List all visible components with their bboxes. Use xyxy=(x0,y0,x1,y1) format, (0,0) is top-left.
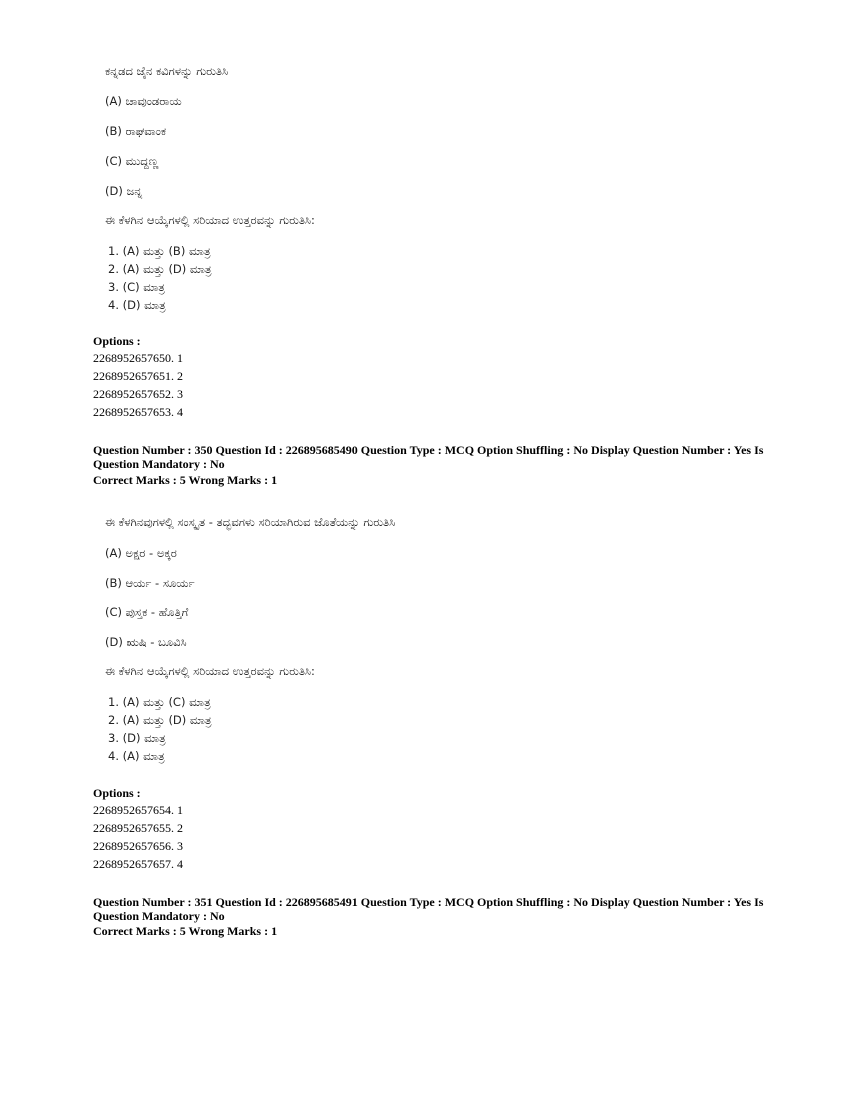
q349-item-d: (D) ಜನ್ನ xyxy=(105,184,143,198)
q350-option-1: 2268952657654. 1 xyxy=(93,803,183,817)
q349-item-a: (A) ಚಾವುಂಡರಾಯ xyxy=(105,94,182,108)
q350-item-a: (A) ಅಕ್ಷರ - ಅಕ್ಕರ xyxy=(105,546,177,560)
q349-question: ಕನ್ನಡದ ಜೈನ ಕವಿಗಳನ್ನು ಗುರುತಿಸಿ xyxy=(105,64,229,78)
q349-item-b: (B) ರಾಘವಾಂಕ xyxy=(105,124,167,138)
q349-option-2: 2268952657651. 2 xyxy=(93,369,183,383)
q350-item-c: (C) ಪುಸ್ತಕ - ಹೊತ್ತಿಗೆ xyxy=(105,605,189,619)
q349-instruction: ಈ ಕೆಳಗಿನ ಆಯ್ಕೆಗಳಲ್ಲಿ ಸರಿಯಾದ ಉತ್ತರವನ್ನು ಗುರುತಿಸಿ: xyxy=(105,213,315,227)
q350-marks: Correct Marks : 5 Wrong Marks : 1 xyxy=(93,473,278,487)
q350-header: Question Number : 350 Question Id : 226895685490 Question Type : MCQ Option Shuffling : No Display Question Number : Yes Is Question Mandatory : No xyxy=(93,443,764,471)
q350-choice-1: 1. (A) ಮತ್ತು (C) ಮಾತ್ರ xyxy=(108,695,211,709)
q350-options-label: Options : xyxy=(93,786,141,800)
q351-marks: Correct Marks : 5 Wrong Marks : 1 xyxy=(93,924,278,938)
q351-header: Question Number : 351 Question Id : 226895685491 Question Type : MCQ Option Shuffling : No Display Question Number : Yes Is Question Mandatory : No xyxy=(93,895,764,923)
q350-question: ಈ ಕೆಳಗಿನವುಗಳಲ್ಲಿ ಸಂಸ್ಕೃತ - ತದ್ಭವಗಳು ಸರಿಯಾಗಿರುವ ಜೊತೆಯನ್ನು ಗುರುತಿಸಿ xyxy=(105,515,396,529)
q350-choice-2: 2. (A) ಮತ್ತು (D) ಮಾತ್ರ xyxy=(108,713,212,727)
q350-option-3: 2268952657656. 3 xyxy=(93,839,183,853)
q350-option-2: 2268952657655. 2 xyxy=(93,821,183,835)
q349-option-1: 2268952657650. 1 xyxy=(93,351,183,365)
q349-options-label: Options : xyxy=(93,334,141,348)
q349-choice-4: 4. (D) ಮಾತ್ರ xyxy=(108,298,166,312)
q349-option-3: 2268952657652. 3 xyxy=(93,387,183,401)
q350-option-4: 2268952657657. 4 xyxy=(93,857,183,871)
q349-option-4: 2268952657653. 4 xyxy=(93,405,183,419)
q349-choice-1: 1. (A) ಮತ್ತು (B) ಮಾತ್ರ xyxy=(108,244,211,258)
q350-instruction: ಈ ಕೆಳಗಿನ ಆಯ್ಕೆಗಳಲ್ಲಿ ಸರಿಯಾದ ಉತ್ತರವನ್ನು ಗುರುತಿಸಿ: xyxy=(105,664,315,678)
q350-choice-4: 4. (A) ಮಾತ್ರ xyxy=(108,749,165,763)
q350-choice-3: 3. (D) ಮಾತ್ರ xyxy=(108,731,166,745)
q349-choice-3: 3. (C) ಮಾತ್ರ xyxy=(108,280,165,294)
q350-item-b: (B) ಆರ್ಯ - ಸೂರ್ಯ xyxy=(105,576,195,590)
q350-item-d: (D) ಋಷಿ - ಬೂವಿಸಿ xyxy=(105,635,187,649)
q349-choice-2: 2. (A) ಮತ್ತು (D) ಮಾತ್ರ xyxy=(108,262,212,276)
q349-item-c: (C) ಮುದ್ದಣ್ಣ xyxy=(105,154,159,168)
